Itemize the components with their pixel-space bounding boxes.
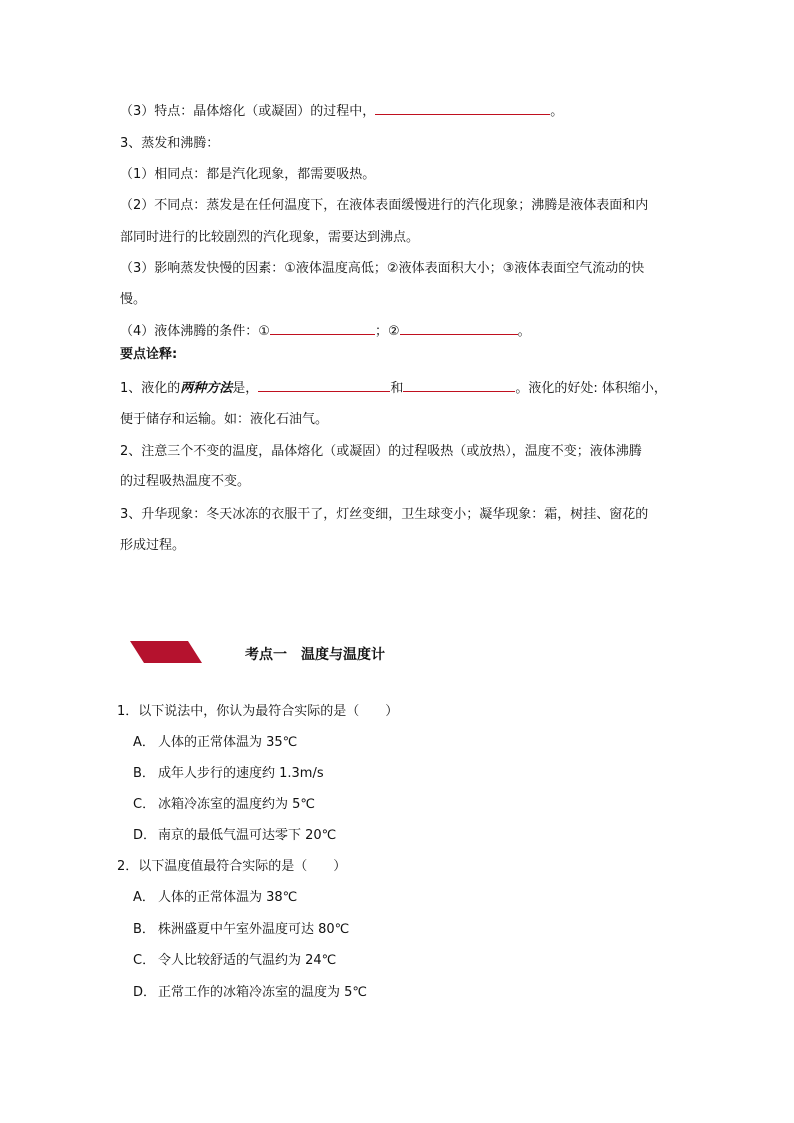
factors-line-1: （3）影响蒸发快慢的因素：①液体温度高低；②液体表面积大小；③液体表面空气流动的快: [120, 261, 645, 276]
option-text: 正常工作的冰箱冷冻室的温度为 5℃: [158, 985, 368, 1000]
option-text: 冰箱冷冻室的温度约为 5℃: [158, 797, 316, 812]
question-2-stem: 2．以下温度值最符合实际的是（ ）: [117, 859, 347, 874]
option-label: D．: [133, 828, 157, 843]
question-1-option-c[interactable]: [133, 795, 315, 815]
difference-line-1: （2）不同点：蒸发是在任何温度下，在液体表面缓慢进行的汽化现象；沸腾是液体表面和内: [120, 198, 649, 213]
option-label: A．: [133, 735, 155, 750]
question-1-option-b[interactable]: [133, 764, 324, 784]
exam-point-heading: [245, 644, 385, 664]
section-banner-shape: [130, 641, 202, 663]
key-points-title: 要点诠释:: [120, 347, 178, 362]
option-label: B．: [133, 922, 155, 937]
boiling-suffix: 。: [517, 324, 531, 339]
option-label: B．: [133, 766, 155, 781]
option-label: C．: [133, 797, 156, 812]
boiling-condition-line: [120, 322, 684, 342]
option-text: 成年人步行的速度约 1.3m/s: [158, 766, 324, 781]
key-point-2-line-2: 的过程吸热温度不变。: [120, 474, 251, 489]
boiling-prefix: （4）液体沸腾的条件：①: [120, 324, 270, 339]
kp1-suffix: 。液化的好处: 体积缩小，: [515, 381, 667, 396]
option-label: D．: [133, 985, 157, 1000]
kp1-emphasis: 两种方法: [180, 381, 233, 396]
option-text: 株洲盛夏中午室外温度可达 80℃: [158, 922, 350, 937]
kp1-blank-2[interactable]: [403, 379, 515, 392]
option-text: 令人比较舒适的气温约为 24℃: [158, 953, 337, 968]
question-1-option-d[interactable]: [133, 826, 336, 846]
kp1-after-emphasis: 是，: [232, 381, 259, 396]
question-2-option-c[interactable]: [133, 951, 336, 971]
heading-evaporation-boiling: 3、蒸发和沸腾：: [120, 136, 220, 151]
kp1-blank-1[interactable]: [258, 379, 390, 392]
difference-line-2: 部同时进行的比较剧烈的汽化现象，需要达到沸点。: [120, 230, 420, 245]
key-point-3-line-1: 3、升华现象：冬天冰冻的衣服干了，灯丝变细，卫生球变小；凝华现象：霜，树挂、窗花的: [120, 507, 649, 522]
same-point-line: （1）相同点：都是汽化现象，都需要吸热。: [120, 167, 376, 182]
key-point-2-line-1: 2、注意三个不变的温度，晶体熔化（或凝固）的过程吸热（或放热），温度不变；液体沸腾: [120, 444, 642, 459]
feature-text: （3）特点：晶体熔化（或凝固）的过程中，: [120, 104, 376, 119]
boiling-mid: ；②: [374, 324, 400, 339]
key-point-1-line-2: 便于储存和运输。如：液化石油气。: [120, 412, 329, 427]
exam-point-label: 考点一: [245, 647, 287, 663]
option-text: 人体的正常体温为 35℃: [158, 735, 298, 750]
key-point-1-line-1: [120, 379, 684, 399]
option-text: 人体的正常体温为 38℃: [158, 890, 298, 905]
feature-suffix: 。: [550, 104, 564, 119]
kp1-prefix: 1、液化的: [120, 381, 181, 396]
question-2-option-b[interactable]: [133, 920, 349, 940]
exam-point-topic: 温度与温度计: [301, 647, 385, 663]
factors-line-2: 慢。: [120, 292, 147, 307]
boiling-blank-2[interactable]: [400, 322, 518, 335]
feature-line: [120, 102, 684, 122]
question-2-option-a[interactable]: [133, 888, 297, 908]
option-text: 南京的最低气温可达零下 20℃: [158, 828, 337, 843]
question-2-option-d[interactable]: [133, 983, 367, 1003]
boiling-blank-1[interactable]: [270, 322, 375, 335]
question-1-stem: 1．以下说法中，你认为最符合实际的是（ ）: [117, 704, 399, 719]
option-label: C．: [133, 953, 156, 968]
question-1-option-a[interactable]: [133, 733, 297, 753]
feature-blank[interactable]: [375, 102, 550, 115]
kp1-and: 和: [390, 381, 404, 396]
key-point-3-line-2: 形成过程。: [120, 538, 186, 553]
option-label: A．: [133, 890, 155, 905]
